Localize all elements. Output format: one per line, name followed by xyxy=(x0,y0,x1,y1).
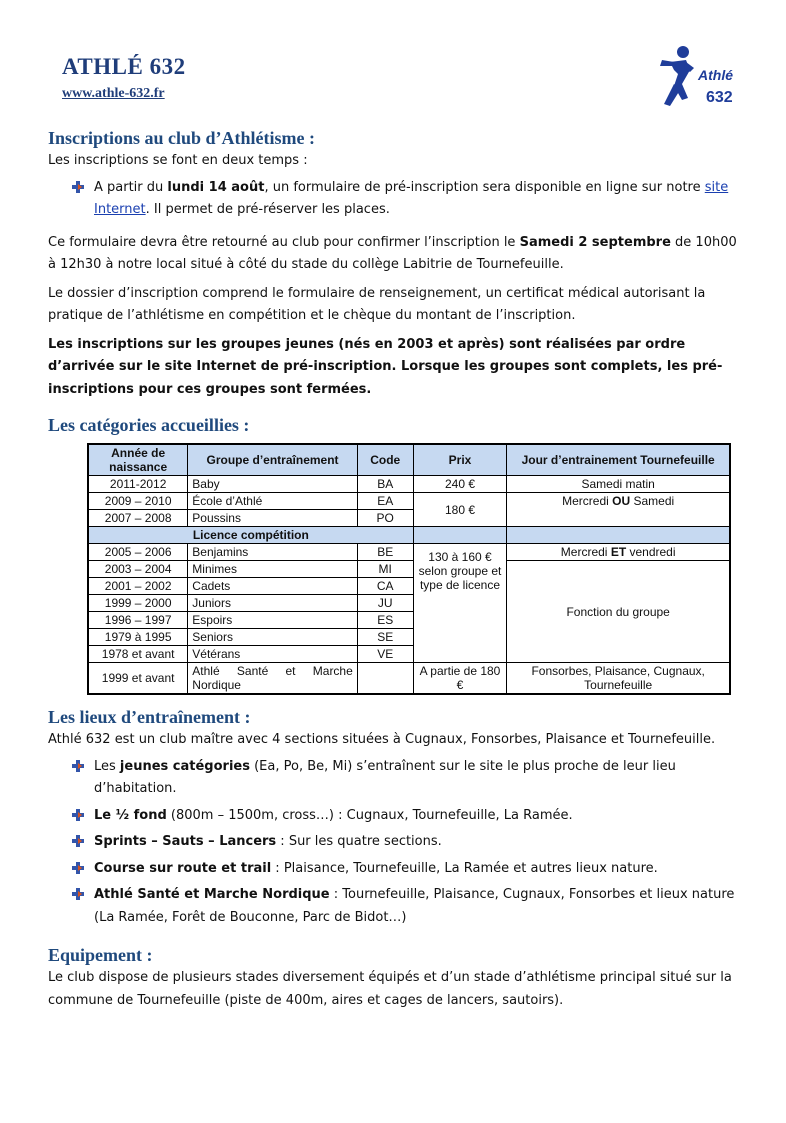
svg-text:632: 632 xyxy=(706,89,733,106)
list-item: Course sur route et trail : Plaisance, Tournefeuille, La Ramée et autres lieux nature. xyxy=(72,858,740,881)
bullet-arrow-icon xyxy=(72,760,84,772)
equipement-heading: Equipement : xyxy=(48,945,153,965)
inscriptions-heading: Inscriptions au club d’Athlétisme : xyxy=(48,128,316,148)
table-row: 2001 – 2002 Cadets CA xyxy=(88,578,730,595)
equipement-text: Le club dispose de plusieurs stades diversement équipés et d’un stade d’athlétisme principal situé sur la commune de Tournefeuille (piste de 400m, aires et cages de lancers, sautoirs). xyxy=(48,970,732,1008)
list-item: Le ½ fond (800m – 1500m, cross…) : Cugnaux, Tournefeuille, La Ramée. xyxy=(72,805,740,828)
list-item: Sprints – Sauts – Lancers : Sur les quatre sections. xyxy=(72,831,740,854)
categories-heading: Les catégories accueillies : xyxy=(48,415,250,435)
site-internet-link[interactable]: site Internet xyxy=(94,179,729,217)
list-item: A partir du lundi 14 août, un formulaire de pré-inscription sera disponible en ligne sur notre site Internet. Il permet de pré-réserver les places. xyxy=(72,177,740,222)
club-website-link[interactable]: www.athle-632.fr xyxy=(62,86,165,101)
list-item: Les jeunes catégories (Ea, Po, Be, Mi) s’entraînent sur le site le plus proche de leur lieu d’habitation. xyxy=(72,756,740,801)
lieux-intro: Athlé 632 est un club maître avec 4 sections situées à Cugnaux, Fonsorbes, Plaisance et Tournefeuille. xyxy=(48,732,716,747)
table-row: 2005 – 2006 Benjamins BE 130 à 160 € selon groupe et type de licence Mercredi ET vendredi xyxy=(88,544,730,561)
document-body xyxy=(48,126,740,1012)
column-header: Année de naissance xyxy=(88,444,188,476)
lieux-list xyxy=(48,756,740,930)
column-header: Code xyxy=(357,444,413,476)
svg-text:Athlé: Athlé xyxy=(698,67,733,83)
table-row: 2011-2012 Baby BA 240 € Samedi matin xyxy=(88,476,730,493)
inscriptions-intro: Les inscriptions se font en deux temps : xyxy=(48,153,308,168)
bullet-arrow-icon xyxy=(72,809,84,821)
club-title: ATHLÉ 632 xyxy=(62,54,186,79)
table-row: 2009 – 2010 École d’Athlé EA 180 € Mercredi OU Samedi xyxy=(88,493,730,510)
table-row: 1999 – 2000 Juniors JU xyxy=(88,595,730,612)
licence-row xyxy=(88,527,730,544)
table-header-row xyxy=(88,444,730,476)
table-row: 1978 et avant Vétérans VE xyxy=(88,646,730,663)
bullet-arrow-icon xyxy=(72,862,84,874)
list-item: Athlé Santé et Marche Nordique : Tournefeuille, Plaisance, Cugnaux, Fonsorbes et lieux nature (La Ramée, Forêt de Bouconne, Parc de Bidot…) xyxy=(72,884,740,929)
table-row: 2007 – 2008 Poussins PO xyxy=(88,510,730,527)
categories-table xyxy=(87,443,731,695)
athle-632-logo xyxy=(656,44,746,112)
brand-block xyxy=(62,54,186,102)
column-header: Prix xyxy=(413,444,507,476)
bullet-arrow-icon xyxy=(72,888,84,900)
dossier-paragraph: Le dossier d’inscription comprend le formulaire de renseignement, un certificat médical autorisant la pratique de l’athlétisme en compétition et le chèque du montant de l’inscription. xyxy=(48,285,706,323)
lieux-heading: Les lieux d’entraînement : xyxy=(48,707,251,727)
column-header: Jour d’entrainement Tournefeuille xyxy=(507,444,730,476)
table-row: 1999 et avant Athlé Santé et Marche Nordique A partie de 180 € Fonsorbes, Plaisance, Cugnaux, Tournefeuille xyxy=(88,663,730,695)
bullet-arrow-icon xyxy=(72,181,84,193)
confirmation-paragraph: Ce formulaire devra être retourné au club pour confirmer l’inscription le Samedi 2 septembre de 10h00 à 12h30 à notre local situé à côté du stade du collège Labitrie de Tournefeuille. xyxy=(48,234,737,272)
licence-competition-label: Licence compétition xyxy=(88,527,413,544)
column-header: Groupe d’entraînement xyxy=(188,444,358,476)
inscriptions-list xyxy=(48,177,740,222)
bullet-arrow-icon xyxy=(72,835,84,847)
groupes-jeunes-paragraph: Les inscriptions sur les groupes jeunes (nés en 2003 et après) sont réalisées par ordre d’arrivée sur le site Internet de pré-inscription. Lorsque les groupes sont complets, les pré-inscriptions pour ces groupes sont fermées. xyxy=(48,336,723,397)
preinscription-date: lundi 14 août xyxy=(167,179,265,195)
table-row: 1979 à 1995 Seniors SE xyxy=(88,629,730,646)
table-row: 1996 – 1997 Espoirs ES xyxy=(88,612,730,629)
table-row: 2003 – 2004 Minimes MI Fonction du groupe xyxy=(88,561,730,578)
